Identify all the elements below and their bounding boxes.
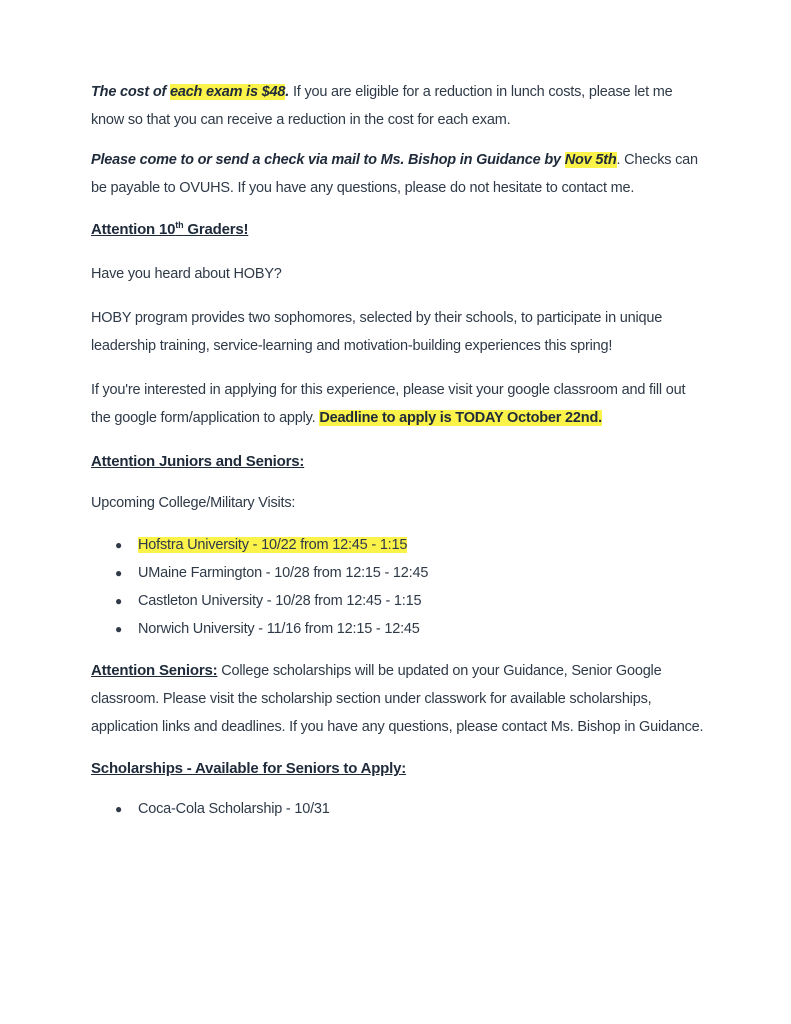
list-item	[91, 615, 706, 643]
document-page	[91, 78, 706, 837]
bullet-icon: ●	[115, 566, 123, 580]
list-item	[91, 531, 706, 559]
list-item	[91, 795, 706, 823]
exam-cost-lead-end: .	[285, 84, 290, 100]
payment-paragraph	[91, 146, 706, 202]
visit-label: Hofstra University - 10/22 from 12:45 - 1:15	[138, 537, 408, 553]
tenth-heading-sup: th	[175, 220, 184, 230]
visit-label: Norwich University - 11/16 from 12:15 - 12:45	[138, 621, 420, 637]
bullet-icon: ●	[115, 538, 123, 552]
tenth-heading-post: Graders!	[183, 221, 249, 238]
payment-rest: . Checks can be payable to OVUHS. If you have any questions, please do not hesitate to contact me.	[91, 152, 698, 196]
exam-cost-highlight: each exam is $48	[169, 84, 286, 100]
bullet-icon: ●	[115, 622, 123, 636]
seniors-paragraph	[91, 657, 706, 741]
hoby-apply-text: If you're interested in applying for this experience, please visit your google classroom and fill out the google form/application to apply.	[91, 382, 686, 426]
visit-label: Castleton University - 10/28 from 12:45 - 1:15	[138, 593, 422, 609]
exam-cost-lead: The cost of	[91, 84, 170, 100]
bullet-icon: ●	[115, 802, 123, 816]
payment-highlight: Nov 5th	[564, 152, 617, 168]
visits-intro: Upcoming College/Military Visits:	[91, 495, 296, 511]
list-item	[91, 559, 706, 587]
hoby-deadline: Deadline to apply is TODAY October 22nd.	[319, 410, 602, 426]
scholarships-list	[91, 795, 706, 823]
exam-cost-paragraph	[91, 78, 706, 134]
juniors-seniors-heading: Attention Juniors and Seniors:	[91, 453, 305, 470]
tenth-heading-pre: Attention 10	[91, 221, 176, 238]
exam-cost-rest: If you are eligible for a reduction in lunch costs, please let me know so that you can receive a reduction in the cost for each exam.	[91, 84, 673, 128]
visits-list	[91, 531, 706, 643]
hoby-description: HOBY program provides two sophomores, selected by their schools, to participate in unique leadership training, service-learning and motivation-building experiences this spring!	[91, 310, 663, 354]
visit-label: UMaine Farmington - 10/28 from 12:15 - 12:45	[138, 565, 429, 581]
seniors-text: College scholarships will be updated on your Guidance, Senior Google classroom. Please visit the scholarship section under classwork for available scholarships, application links and deadlines. If you have any questions, please contact Ms. Bishop in Guidance.	[91, 663, 704, 735]
payment-lead: Please come to or send a check via mail to Ms. Bishop in Guidance by	[91, 152, 565, 168]
bullet-icon: ●	[115, 594, 123, 608]
list-item	[91, 587, 706, 615]
seniors-heading: Attention Seniors:	[91, 662, 218, 679]
hoby-question: Have you heard about HOBY?	[91, 266, 282, 282]
tenth-graders-heading	[91, 216, 706, 244]
scholarships-heading: Scholarships - Available for Seniors to Apply:	[91, 760, 407, 777]
scholarship-label: Coca-Cola Scholarship - 10/31	[138, 801, 330, 817]
hoby-apply-paragraph	[91, 376, 706, 432]
